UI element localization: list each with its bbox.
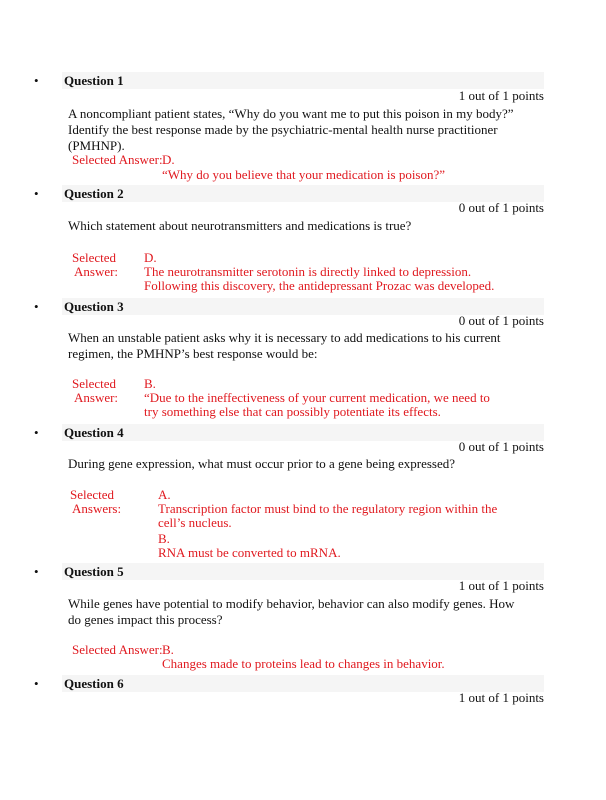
question-6-points: 1 out of 1 points [458, 690, 544, 705]
question-3-points: 0 out of 1 points [458, 313, 544, 328]
question-3-answer-label-2: Answer: [74, 390, 119, 405]
bullet: • [34, 299, 39, 314]
question-4-answer-a-letter: A. [158, 487, 171, 502]
question-1-answer-label: Selected Answer: [72, 152, 163, 167]
question-4-text: During gene expression, what must occur prior to a gene being expressed? [68, 456, 455, 471]
question-4-answer-label-2: Answers: [72, 501, 122, 516]
question-4-answer-label-1: Selected [70, 487, 115, 502]
bullet: • [34, 676, 39, 691]
question-1-text: A noncompliant patient states, “Why do you want me to put this poison in my body?” Identify the best response made by the psychiatric-mental health nurse practitioner (PMHNP). [68, 106, 514, 153]
question-5-answer-label: Selected Answer: [72, 642, 163, 657]
question-4-points: 0 out of 1 points [458, 439, 544, 454]
question-3-text: When an unstable patient asks why it is necessary to add medications to his current regimen, the PMHNP’s best response would be: [68, 330, 501, 361]
question-3-answer-text: “Due to the ineffectiveness of your current medication, we need to try something else that can possibly potentiate its effects. [144, 390, 490, 419]
question-5-answer-letter: B. [162, 642, 174, 657]
question-1-points: 1 out of 1 points [458, 88, 544, 103]
question-1-answer-letter: D. [162, 152, 175, 167]
question-2-points: 0 out of 1 points [458, 200, 544, 215]
question-4-title: Question 4 [62, 424, 544, 441]
bullet: • [34, 73, 39, 88]
question-2-answer-label-2: Answer: [74, 264, 119, 279]
question-2-answer-label-1: Selected [72, 250, 117, 265]
bullet: • [34, 425, 39, 440]
question-1-answer-text: “Why do you believe that your medication is poison?” [162, 167, 446, 182]
question-5-points: 1 out of 1 points [458, 578, 544, 593]
question-3-title: Question 3 [62, 298, 544, 315]
question-2-text: Which statement about neurotransmitters and medications is true? [68, 218, 412, 233]
question-4-answer-b-letter: B. [158, 531, 170, 546]
question-5-answer-text: Changes made to proteins lead to changes in behavior. [162, 656, 445, 671]
question-1-title: Question 1 [62, 72, 544, 89]
question-3-answer-letter: B. [144, 376, 156, 391]
question-6-title: Question 6 [62, 675, 544, 692]
question-5-title: Question 5 [62, 563, 544, 580]
question-4-answer-a-text: Transcription factor must bind to the regulatory region within the cell’s nucleus. [158, 501, 498, 530]
question-2-title: Question 2 [62, 185, 544, 202]
question-2-answer-letter: D. [144, 250, 157, 265]
question-2-answer-text: The neurotransmitter serotonin is directly linked to depression. Following this discovery, the antidepressant Prozac was developed. [144, 264, 495, 293]
question-5-text: While genes have potential to modify behavior, behavior can also modify genes. How do genes impact this process? [68, 596, 515, 627]
question-3-answer-label-1: Selected [72, 376, 117, 391]
bullet: • [34, 564, 39, 579]
bullet: • [34, 186, 39, 201]
question-4-answer-b-text: RNA must be converted to mRNA. [158, 545, 341, 560]
